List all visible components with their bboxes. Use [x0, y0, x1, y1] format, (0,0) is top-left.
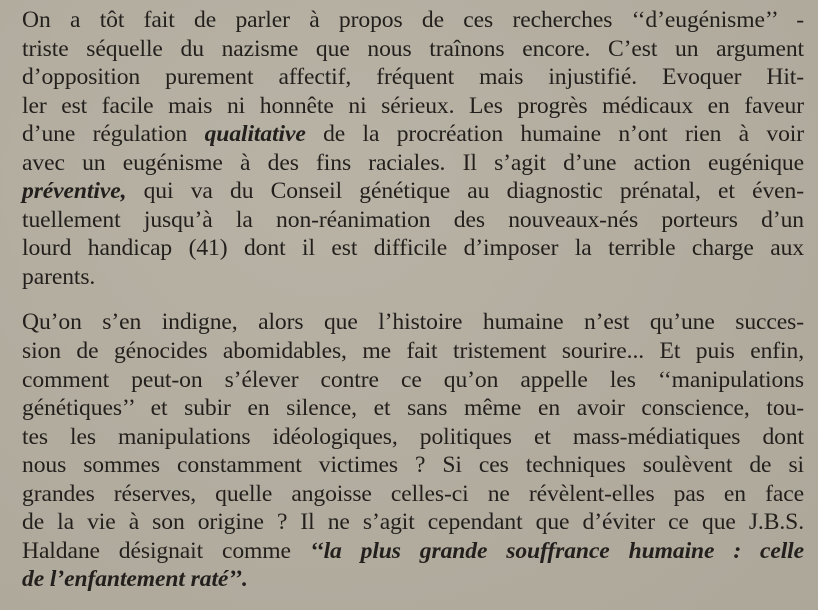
text-line: [22, 177, 804, 206]
text-run: de la vie à son origine ? Il ne s’agit cependant que d’éviter ce que J.B.S.: [22, 509, 804, 536]
text-line: [22, 337, 804, 366]
text-line: [22, 263, 804, 292]
text-run: parents.: [22, 263, 96, 290]
text-line: [22, 508, 804, 537]
text-line: [22, 423, 804, 452]
text-run: On a tôt fait de parler à propos de ces recherches ‘‘d’eugénisme’’ -: [22, 7, 804, 33]
text-run: avec un eugénisme à des fins raciales. Il s’agit d’une action eugénique: [22, 149, 804, 176]
text-run: tes les manipulations idéologiques, politiques et mass-médiatiques dont: [22, 423, 804, 450]
text-line: [22, 234, 804, 263]
emphasized-text: de l’enfantement raté’’.: [22, 566, 248, 593]
text-line: [22, 394, 804, 423]
text-line: [22, 565, 804, 594]
text-line: [22, 6, 804, 35]
text-run: Haldane désignait comme: [22, 537, 310, 564]
text-run: nous sommes constamment victimes ? Si ces techniques soulèvent de si: [22, 452, 804, 479]
text-run: qui va du Conseil génétique au diagnostic prénatal, et éven-: [126, 178, 804, 205]
text-run: grandes réserves, quelle angoisse celles-ci ne révèlent-elles pas en face: [22, 480, 804, 507]
text-run: lourd handicap (41) dont il est difficile d’imposer la terrible charge aux: [22, 235, 804, 262]
text-run: comment peut-on s’élever contre ce qu’on appelle les ‘‘manipulations: [22, 366, 804, 393]
text-run: d’opposition purement affectif, fréquent mais injustifié. Evoquer Hit-: [22, 64, 804, 91]
text-line: [22, 206, 804, 235]
text-line: [22, 149, 804, 178]
text-line: [22, 537, 804, 566]
paragraph: [22, 308, 804, 593]
text-run: Qu’on s’en indigne, alors que l’histoire humaine n’est qu’une succes-: [22, 309, 804, 336]
text-run: génétiques’’ et subir en silence, et sans même en avoir conscience, tou-: [22, 395, 804, 422]
document-page: [22, 6, 804, 594]
text-line: [22, 92, 804, 121]
text-line: [22, 120, 804, 149]
text-run: d’une régulation: [22, 121, 205, 148]
text-line: [22, 308, 804, 337]
emphasized-text: ‘‘la plus grande souffrance humaine : celle: [309, 537, 804, 564]
text-line: [22, 35, 804, 64]
emphasized-text: préventive,: [22, 178, 127, 205]
text-run: sion de génocides abomidables, me fait tristement sourire... Et puis enfin,: [22, 338, 804, 365]
text-line: [22, 366, 804, 395]
text-line: [22, 63, 804, 92]
text-run: ler est facile mais ni honnête ni sérieux. Les progrès médicaux en faveur: [22, 92, 804, 119]
paragraph: [22, 6, 804, 291]
text-run: de la procréation humaine n’ont rien à voir: [305, 121, 804, 148]
text-line: [22, 451, 804, 480]
text-run: triste séquelle du nazisme que nous traînons encore. C’est un argument: [22, 35, 804, 62]
text-run: tuellement jusqu’à la non-réanimation des nouveaux-nés porteurs d’un: [22, 206, 804, 233]
emphasized-text: qualitative: [204, 121, 306, 148]
text-line: [22, 480, 804, 509]
